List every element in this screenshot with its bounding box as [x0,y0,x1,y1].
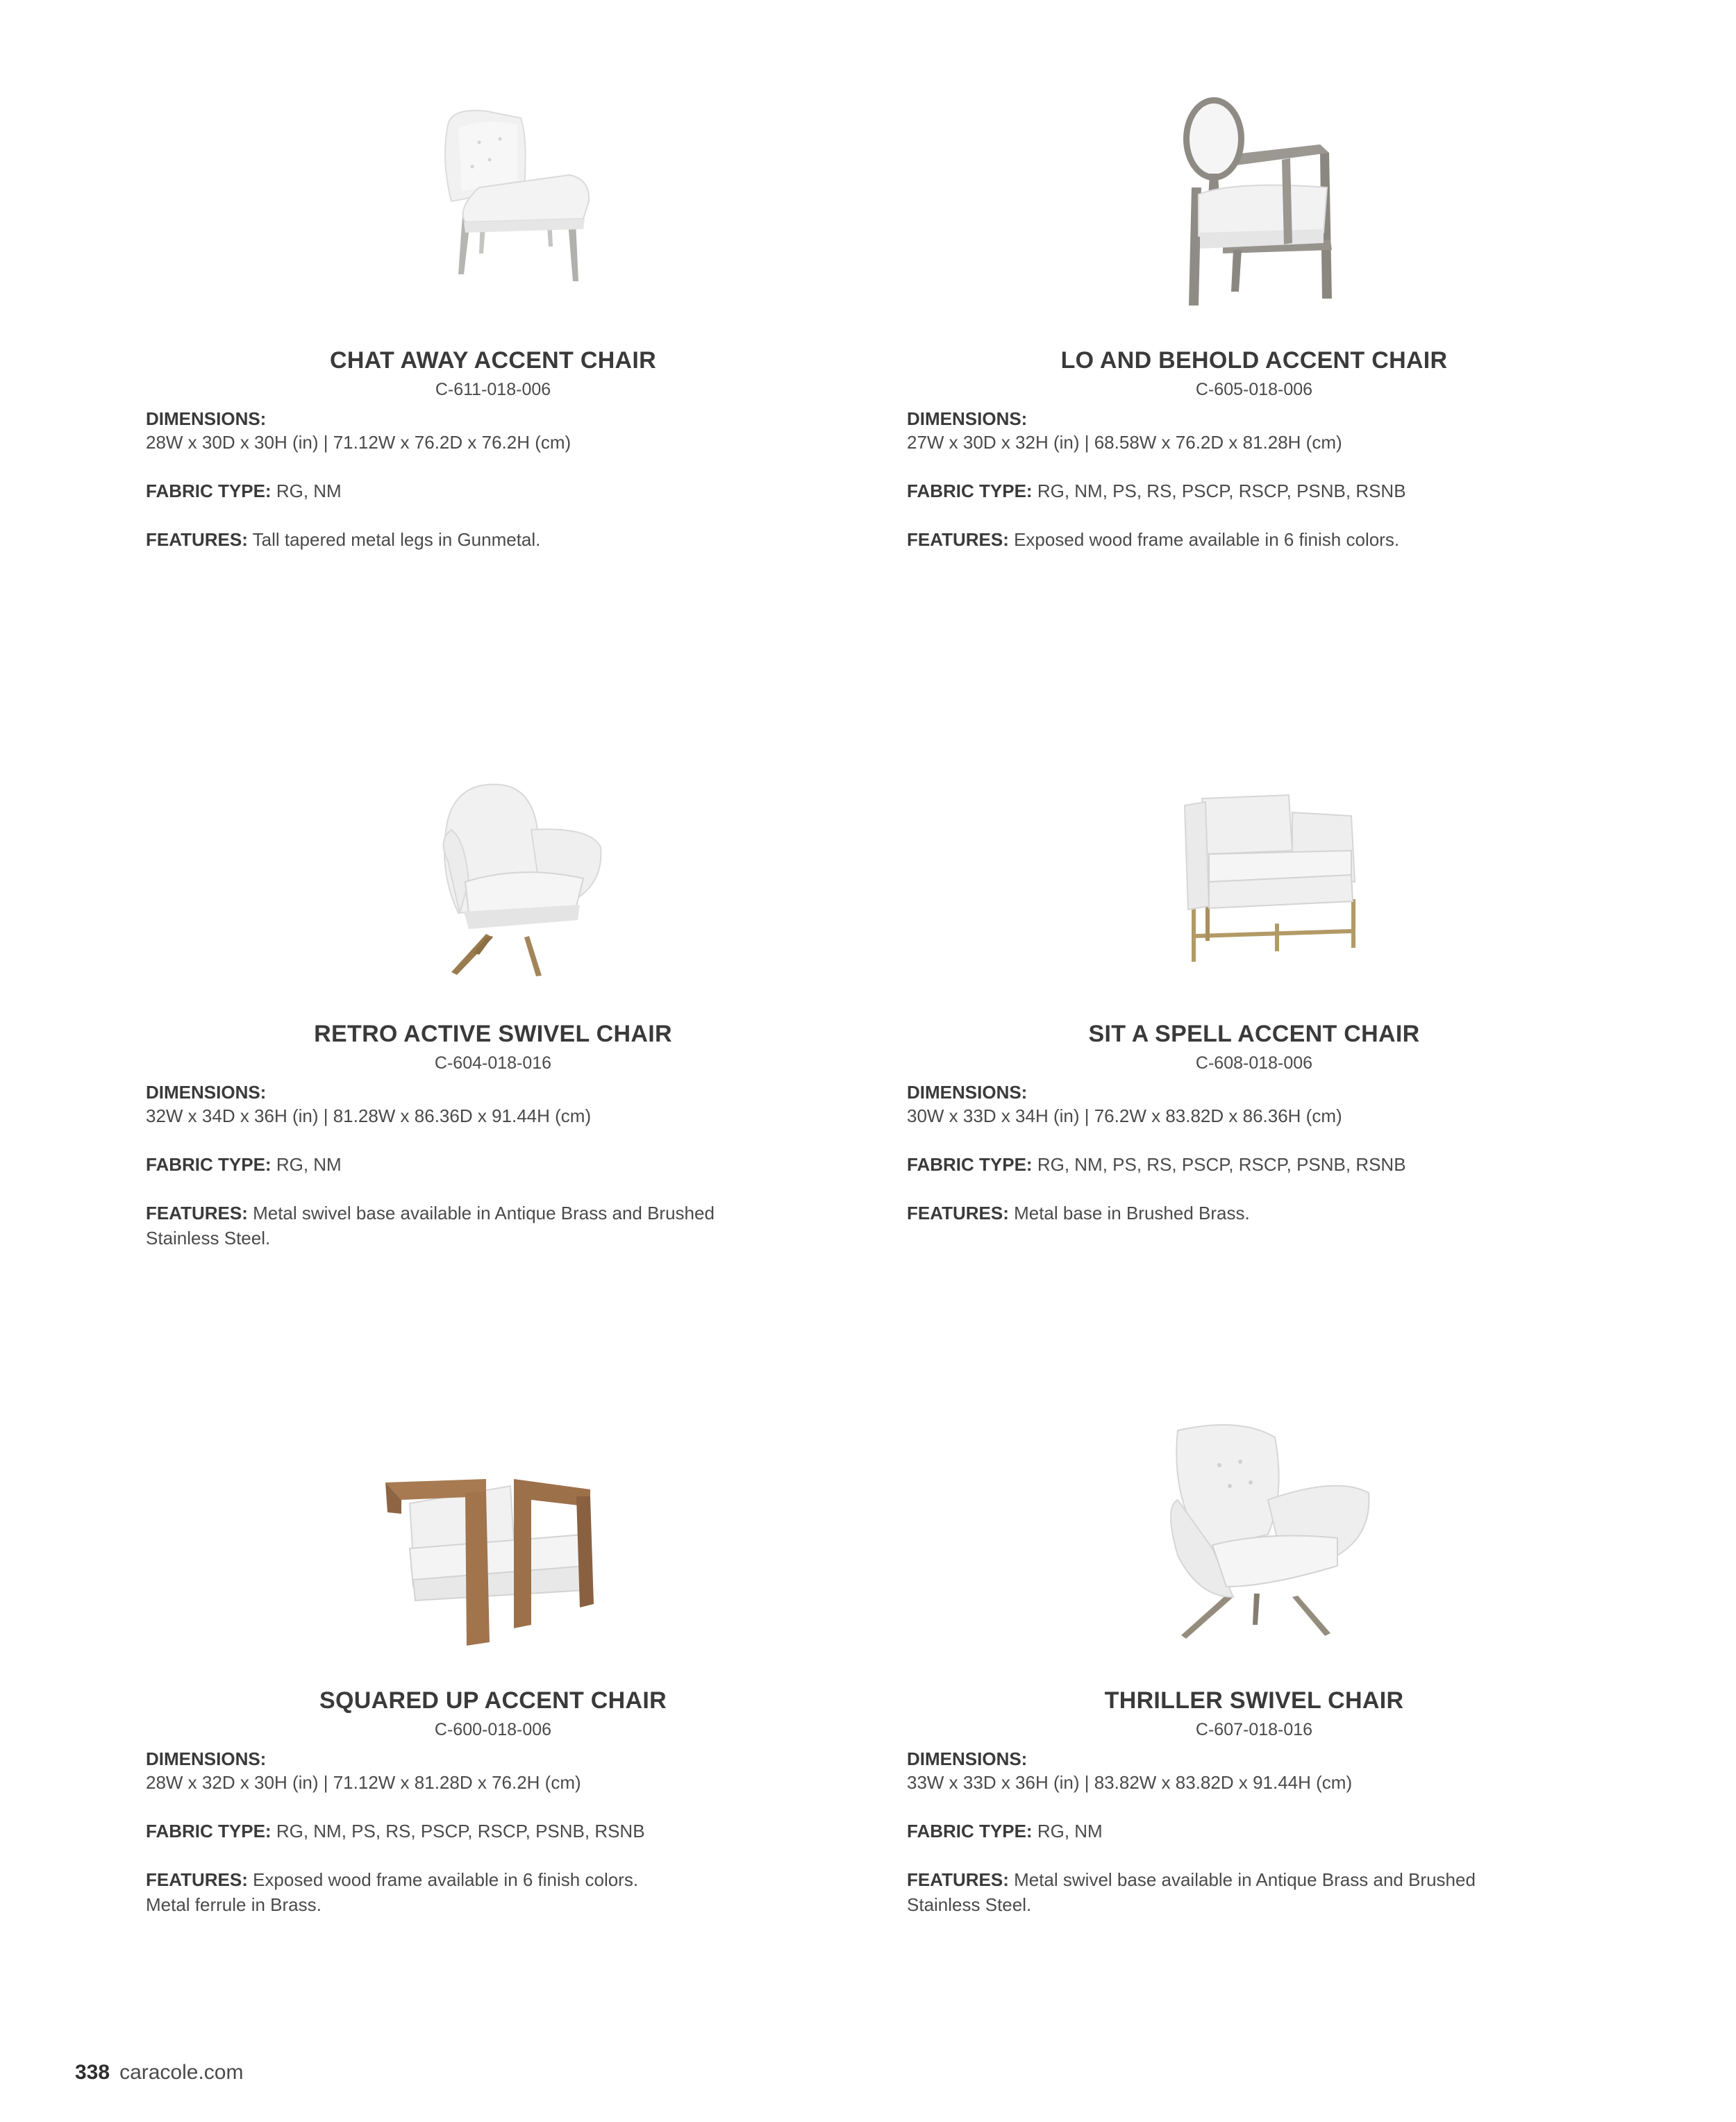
product-text [146,347,840,552]
dimensions-value: 28W x 30D x 30H (in) | 71.12W x 76.2D x 76.2H (cm) [146,432,571,453]
product-sku: C-600-018-006 [434,1720,552,1739]
fabric-type-value: RG, NM, PS, RS, PSCP, RSCP, PSNB, RSNB [1037,481,1406,501]
dimensions-value: 33W x 33D x 36H (in) | 83.82W x 83.82D x 91.44H (cm) [907,1772,1353,1793]
dimensions-label: DIMENSIONS: [907,1748,1028,1769]
fabric-type-label: FABRIC TYPE: [907,1821,1033,1841]
dimensions-label: DIMENSIONS: [146,408,267,429]
dimensions-label: DIMENSIONS: [146,1082,267,1103]
fabric-type [907,1152,1601,1177]
fabric-type-label: FABRIC TYPE: [907,481,1033,501]
product-sku: C-611-018-006 [435,380,551,399]
product-name: RETRO ACTIVE SWIVEL CHAIR [314,1021,672,1047]
fabric-type-value: RG, NM [1037,1821,1103,1841]
features [146,527,792,552]
fabric-type [146,1152,840,1177]
product-text [907,1687,1601,1917]
features-label: FEATURES: [146,529,248,550]
fabric-type-value: RG, NM, PS, RS, PSCP, RSCP, PSNB, RSNB [1037,1154,1406,1175]
fabric-type-label: FABRIC TYPE: [146,1821,272,1841]
squared-up-chair-image [382,1465,604,1653]
fabric-type-value: RG, NM [276,481,342,501]
features-value: Exposed wood frame available in 6 finish colors. [1014,529,1400,550]
features-label: FEATURES: [907,529,1009,550]
fabric-type [146,478,840,503]
features-label: FEATURES: [907,1869,1009,1890]
dimensions-label: DIMENSIONS: [907,1082,1028,1103]
product-text [146,1021,840,1251]
dimensions-label: DIMENSIONS: [907,408,1028,429]
page-footer [75,2061,243,2085]
features-value: Exposed wood frame available in 6 finish colors. [253,1869,639,1890]
retro-active-chair-image [382,764,604,979]
product-sku: C-608-018-006 [1195,1053,1313,1073]
features [146,1867,792,1892]
features-label: FEATURES: [146,1869,248,1890]
fabric-type-value: RG, NM, PS, RS, PSCP, RSCP, PSNB, RSNB [276,1821,645,1841]
fabric-type-label: FABRIC TYPE: [146,481,272,501]
product-sku: C-605-018-006 [1195,380,1313,399]
features-label: FEATURES: [146,1203,248,1223]
fabric-type [146,1819,840,1844]
product-name: SIT A SPELL ACCENT CHAIR [1088,1021,1420,1047]
features [907,527,1553,552]
product-name: CHAT AWAY ACCENT CHAIR [329,347,657,374]
lo-and-behold-chair-image [1150,83,1358,312]
dimensions-value: 27W x 30D x 32H (in) | 68.58W x 76.2D x 81.28H (cm) [907,432,1342,453]
fabric-type-label: FABRIC TYPE: [907,1154,1033,1175]
product-sku: C-607-018-016 [1195,1720,1313,1739]
chat-away-chair-image [382,97,604,299]
product-name: THRILLER SWIVEL CHAIR [1104,1687,1404,1714]
sit-a-spell-chair-image [1143,785,1365,965]
product-sku: C-604-018-016 [434,1053,552,1073]
dimensions-label: DIMENSIONS: [146,1748,267,1769]
features-value: Metal swivel base available in Antique Brass and Brushed Stainless Steel. [146,1203,715,1248]
fabric-type [907,1819,1601,1844]
product-name: LO AND BEHOLD ACCENT CHAIR [1060,347,1448,374]
fabric-type [907,478,1601,503]
dimensions-value: 32W x 34D x 36H (in) | 81.28W x 86.36D x 91.44H (cm) [146,1105,592,1126]
features [907,1201,1553,1226]
fabric-type-value: RG, NM [276,1154,342,1175]
page-number: 338 [75,2061,110,2084]
dimensions-value: 30W x 33D x 34H (in) | 76.2W x 83.82D x 86.36H (cm) [907,1105,1342,1126]
fabric-type-label: FABRIC TYPE: [146,1154,272,1175]
site-url: caracole.com [119,2061,244,2084]
features-value: Metal swivel base available in Antique Brass and Brushed Stainless Steel. [907,1869,1476,1915]
features-line-2: Metal ferrule in Brass. [146,1894,322,1915]
features-label: FEATURES: [907,1203,1009,1223]
features [146,1201,792,1251]
product-text [907,347,1601,552]
dimensions-value: 28W x 32D x 30H (in) | 71.12W x 81.28D x 76.2H (cm) [146,1772,581,1793]
features [907,1867,1553,1917]
product-text [146,1687,840,1917]
features-value: Metal base in Brushed Brass. [1014,1203,1250,1223]
features-value: Tall tapered metal legs in Gunmetal. [252,529,541,550]
thriller-chair-image [1129,1417,1379,1653]
product-name: SQUARED UP ACCENT CHAIR [319,1687,667,1714]
product-text [907,1021,1601,1226]
